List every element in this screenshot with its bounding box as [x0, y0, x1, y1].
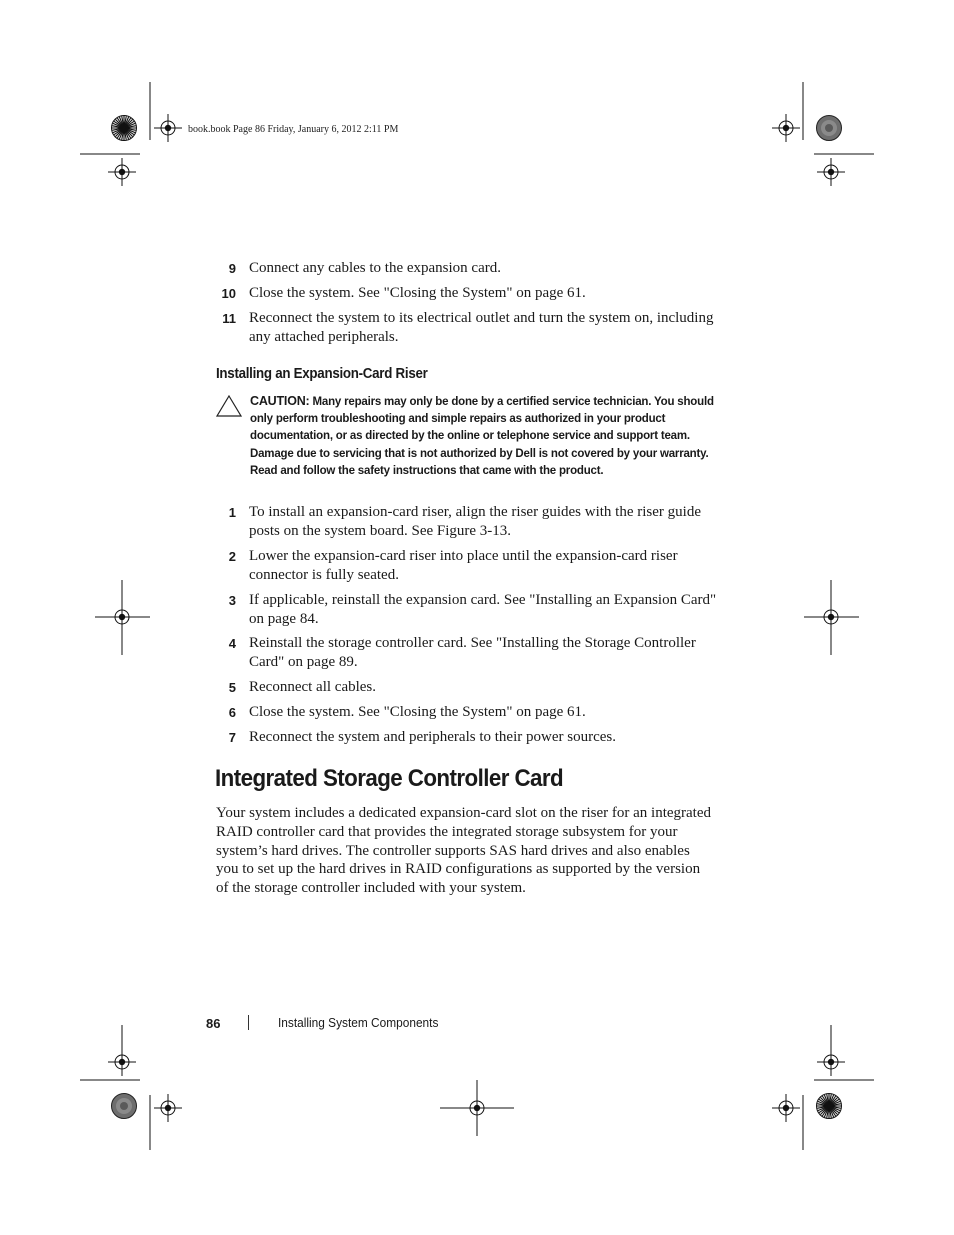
step-number: 6 — [228, 705, 236, 720]
footer-divider — [248, 1015, 249, 1030]
step-text: Lower the expansion-card riser into place until the expansion-card riser connector is fully seated. — [249, 548, 678, 583]
subsection-title: Installing an Expansion-Card Riser — [216, 366, 428, 382]
step-text: Connect any cables to the expansion card. — [249, 260, 501, 276]
step-text: To install an expansion-card riser, align the riser guides with the riser guide posts on the system board. See Figure 3-13. — [249, 504, 701, 539]
step-number: 5 — [228, 680, 236, 695]
step-text: Close the system. See "Closing the System" on page 61. — [249, 285, 586, 301]
caution-text-block — [250, 393, 730, 480]
step-number: 10 — [221, 286, 236, 301]
caution-label: CAUTION: — [250, 394, 310, 408]
step-text: Reconnect the system to its electrical outlet and turn the system on, including any attached peripherals. — [249, 310, 714, 345]
step-text: Reconnect all cables. — [249, 679, 377, 695]
step-text: Reconnect the system and peripherals to their power sources. — [249, 729, 616, 745]
footer-chapter: Installing System Components — [278, 1016, 439, 1030]
section-body: Your system includes a dedicated expansion-card slot on the riser for an integrated RAID controller card that provides the integrated storage subsystem for your system’s hard drives. The controller supports SAS hard drives and also enables you to set up the hard drives in RAID configurations as supported by the version of the storage controller included with your system. — [216, 805, 711, 897]
step-number: 4 — [228, 636, 236, 651]
step-number: 1 — [228, 505, 236, 520]
step-number: 9 — [228, 261, 236, 276]
step-number: 7 — [228, 730, 236, 745]
warning-triangle-icon — [216, 395, 242, 417]
step-text: Close the system. See "Closing the System" on page 61. — [249, 704, 586, 720]
caution-body: Many repairs may only be done by a certified service technician. You should only perform troubleshooting and simple repairs as authorized in your product documentation, or as directed by the online or telephone service and support team. Damage due to servicing that is not authorized by Dell is not covered by your warranty. Read and follow the safety instructions that came with the product. — [250, 396, 714, 477]
step-number: 2 — [228, 549, 236, 564]
page-number: 86 — [206, 1016, 221, 1031]
print-header: book.book Page 86 Friday, January 6, 2012 2:11 PM — [188, 124, 399, 135]
step-number: 11 — [222, 311, 236, 326]
section-title: Integrated Storage Controller Card — [215, 765, 564, 792]
step-text: If applicable, reinstall the expansion card. See "Installing an Expansion Card" on page 84. — [249, 592, 717, 627]
step-text: Reinstall the storage controller card. See "Installing the Storage Controller Card" on page 89. — [249, 635, 696, 670]
step-number: 3 — [228, 593, 236, 608]
